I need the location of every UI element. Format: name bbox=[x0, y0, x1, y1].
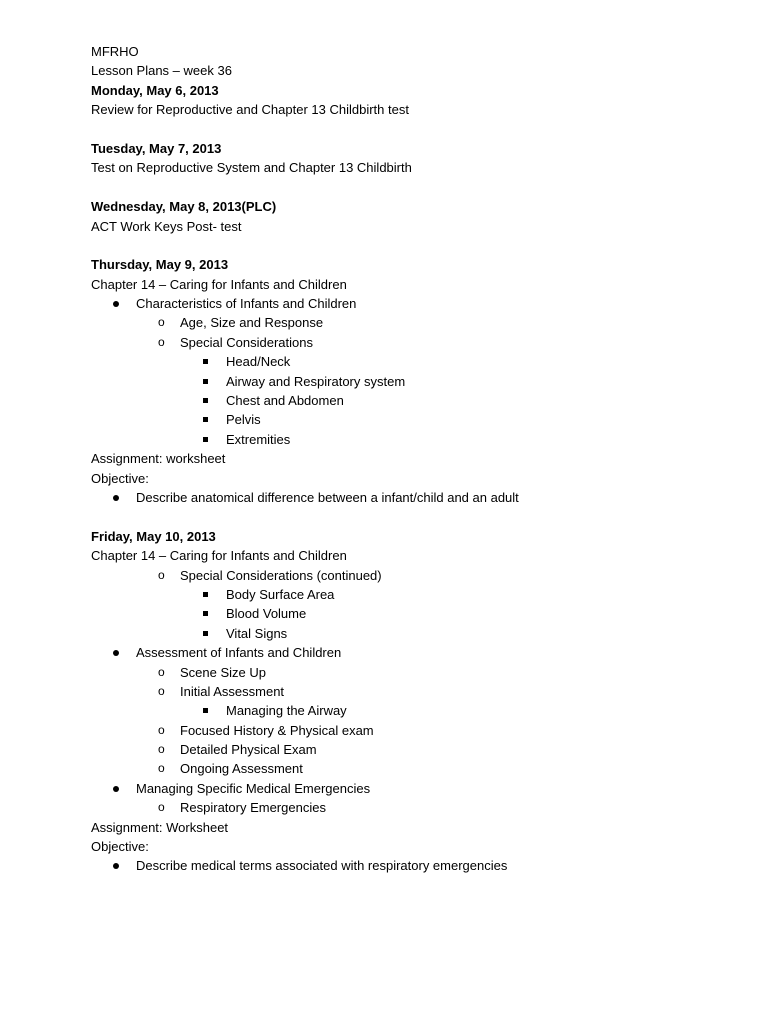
bullet-square-icon bbox=[203, 359, 208, 364]
bullet-circle-icon: o bbox=[158, 315, 165, 330]
list-item-text: Respiratory Emergencies bbox=[180, 800, 326, 816]
list-item-text: Managing the Airway bbox=[226, 703, 347, 719]
list-item-text: Ongoing Assessment bbox=[180, 761, 303, 777]
list-item bbox=[91, 643, 731, 662]
document-subtitle: Lesson Plans – week 36 bbox=[91, 63, 232, 79]
bullet-square-icon bbox=[203, 417, 208, 422]
list-item-text: Initial Assessment bbox=[180, 683, 285, 699]
wednesday-heading: Wednesday, May 8, 2013(PLC) bbox=[91, 199, 277, 215]
list-item bbox=[91, 701, 731, 720]
list-item-text: Vital Signs bbox=[226, 625, 288, 641]
bullet-circle-icon: o bbox=[158, 683, 165, 698]
bullet-circle-icon: o bbox=[158, 567, 165, 582]
list-item-text: Blood Volume bbox=[226, 606, 307, 622]
list-item-text: Managing Specific Medical Emergencies bbox=[136, 780, 371, 796]
list-item-text: Special Considerations (continued) bbox=[180, 567, 382, 583]
list-item bbox=[91, 740, 731, 759]
thursday-heading: Thursday, May 9, 2013 bbox=[91, 257, 229, 273]
bullet-square-icon bbox=[203, 379, 208, 384]
list-item-text: Pelvis bbox=[226, 412, 261, 428]
thursday-assignment: Assignment: worksheet bbox=[91, 451, 226, 467]
list-item bbox=[91, 430, 731, 449]
friday-heading: Friday, May 10, 2013 bbox=[91, 528, 216, 544]
list-item bbox=[91, 585, 731, 604]
thursday-chapter: Chapter 14 – Caring for Infants and Children bbox=[91, 276, 347, 292]
spacer bbox=[91, 178, 731, 197]
bullet-square-icon bbox=[203, 437, 208, 442]
list-item bbox=[91, 663, 731, 682]
bullet-dot-icon bbox=[113, 650, 119, 656]
list-item bbox=[91, 624, 731, 643]
list-item-text: Age, Size and Response bbox=[180, 315, 324, 331]
bullet-circle-icon: o bbox=[158, 722, 165, 737]
bullet-dot-icon bbox=[113, 495, 119, 501]
list-item bbox=[91, 333, 731, 352]
wednesday-text: ACT Work Keys Post- test bbox=[91, 218, 242, 234]
list-item bbox=[91, 372, 731, 391]
bullet-square-icon bbox=[203, 592, 208, 597]
bullet-dot-icon bbox=[113, 301, 119, 307]
bullet-circle-icon: o bbox=[158, 761, 165, 776]
bullet-circle-icon: o bbox=[158, 334, 165, 349]
list-item-text: Focused History & Physical exam bbox=[180, 722, 374, 738]
list-item-text: Scene Size Up bbox=[180, 664, 266, 680]
spacer bbox=[91, 120, 731, 139]
list-item bbox=[91, 566, 731, 585]
org-name: MFRHO bbox=[91, 44, 139, 59]
bullet-dot-icon bbox=[113, 786, 119, 792]
list-item-text: Body Surface Area bbox=[226, 586, 335, 602]
list-item-text: Assessment of Infants and Children bbox=[136, 645, 342, 661]
list-item-text: Detailed Physical Exam bbox=[180, 742, 317, 758]
bullet-square-icon bbox=[203, 708, 208, 713]
bullet-square-icon bbox=[203, 631, 208, 636]
bullet-circle-icon: o bbox=[158, 664, 165, 679]
tuesday-text: Test on Reproductive System and Chapter 13 Childbirth bbox=[91, 160, 412, 176]
friday-objective-label: Objective: bbox=[91, 839, 149, 855]
friday-assignment: Assignment: Worksheet bbox=[91, 819, 229, 835]
list-item bbox=[91, 313, 731, 332]
list-item bbox=[91, 856, 731, 875]
bullet-dot-icon bbox=[113, 863, 119, 869]
spacer bbox=[91, 236, 731, 255]
list-item bbox=[91, 410, 731, 429]
list-item bbox=[91, 352, 731, 371]
list-item bbox=[91, 294, 731, 313]
bullet-square-icon bbox=[203, 398, 208, 403]
list-item bbox=[91, 721, 731, 740]
list-item-text: Airway and Respiratory system bbox=[226, 373, 406, 389]
list-item bbox=[91, 759, 731, 778]
list-item bbox=[91, 798, 731, 817]
list-item-text: Special Considerations bbox=[180, 334, 313, 350]
list-item-text: Characteristics of Infants and Children bbox=[136, 296, 357, 312]
bullet-circle-icon: o bbox=[158, 742, 165, 757]
list-item-text: Extremities bbox=[226, 431, 291, 447]
list-item bbox=[91, 488, 731, 507]
list-item bbox=[91, 779, 731, 798]
list-item bbox=[91, 391, 731, 410]
list-item-text: Describe anatomical difference between a infant/child and an adult bbox=[136, 489, 519, 505]
list-item-text: Chest and Abdomen bbox=[226, 393, 344, 409]
thursday-objective-label: Objective: bbox=[91, 470, 149, 486]
bullet-circle-icon: o bbox=[158, 800, 165, 815]
list-item-text: Head/Neck bbox=[226, 354, 291, 370]
tuesday-heading: Tuesday, May 7, 2013 bbox=[91, 140, 222, 156]
friday-chapter: Chapter 14 – Caring for Infants and Children bbox=[91, 548, 347, 564]
list-item-text: Describe medical terms associated with respiratory emergencies bbox=[136, 858, 508, 874]
monday-heading: Monday, May 6, 2013 bbox=[91, 82, 219, 98]
monday-text: Review for Reproductive and Chapter 13 Childbirth test bbox=[91, 102, 409, 118]
list-item bbox=[91, 682, 731, 701]
list-item bbox=[91, 604, 731, 623]
spacer bbox=[91, 507, 731, 526]
lesson-plan-document bbox=[91, 42, 731, 876]
bullet-square-icon bbox=[203, 611, 208, 616]
